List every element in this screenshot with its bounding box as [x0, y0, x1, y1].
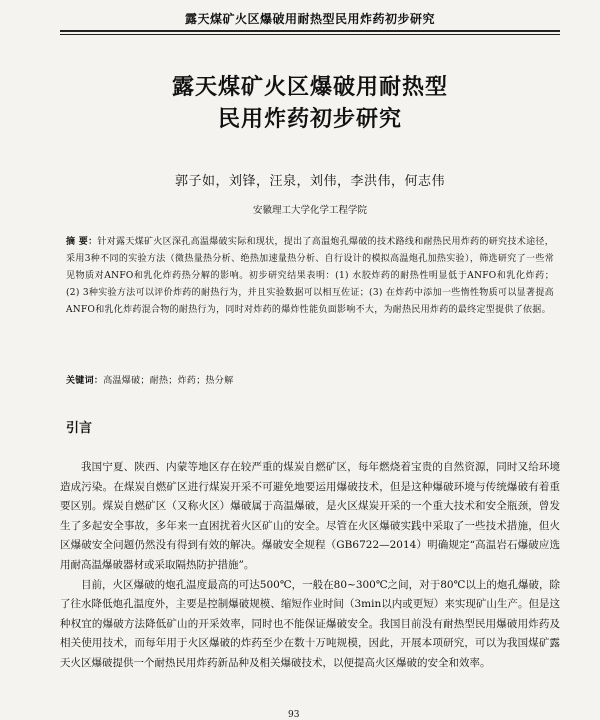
abstract-text: 针对露天煤矿火区深孔高温爆破实际和现状，提出了高温炮孔爆破的技术路线和耐热民用炸药的研究技术途径，采用3种不同的实验方法（微热量热分析、绝热加速量热分析、自行设计的模拟高温炮孔加热实验），筛选研究了一些常见物质对ANFO和乳化炸药热分解的影响。初步研究结果表明：(1) 水胶炸药的耐热性明显低于ANFO和乳化炸药；(2) 3种实验方法可以评价炸药的耐热行为，并且实验数据可以相互佐证；(3) 在炸药中添加一些惰性物质可以显著提高ANFO和乳化炸药混合物的耐热行为，同时对炸药的爆炸性能负面影响不大，为耐热民用炸药的最终定型提供了依据。 — [66, 237, 555, 315]
running-head: 露天煤矿火区爆破用耐热型民用炸药初步研究 — [184, 12, 435, 26]
abstract-label: 摘 要： — [66, 237, 98, 247]
abstract — [66, 234, 554, 319]
paper-title-line-1: 露天煤矿火区爆破用耐热型 — [171, 75, 448, 100]
header-rule-thick — [60, 30, 560, 32]
affiliation: 安徽理工大学化学工程学院 — [252, 205, 367, 216]
body-text — [60, 458, 560, 674]
header-rule-thin — [60, 34, 560, 35]
body-paragraph-1: 我国宁夏、陕西、内蒙等地区存在较严重的煤炭自燃矿区，每年燃烧着宝贵的自然资源，同时又给环境造成污染。在煤炭自燃矿区进行煤炭开采不可避免地要运用爆破技术，但是这种爆破环境与传统爆破有着重要区别。煤炭自燃矿区（又称火区）爆破属于高温爆破，是火区煤炭开采的一个重大技术和安全瓶颈，曾发生了多起安全事故，多年来一直困扰着火区矿山的安全。尽管在火区爆破实践中采取了一些技术措施，但火区爆破安全问题仍然没有得到有效的解决。爆破安全规程（GB6722—2014）明确规定“高温岩石爆破应选用耐高温爆破器材或采取隔热防护措施”。 — [60, 461, 560, 571]
keywords — [66, 373, 554, 386]
author-list: 郭子如，刘锋，汪泉，刘伟，李洪伟，何志伟 — [174, 174, 445, 189]
page-number: 93 — [288, 710, 300, 720]
paper-title-line-2: 民用炸药初步研究 — [217, 107, 402, 132]
keywords-label: 关键词： — [66, 376, 104, 386]
section-heading-introduction: 引言 — [66, 421, 93, 436]
keywords-text: 高温爆破；耐热；炸药；热分解 — [103, 376, 234, 386]
body-paragraph-2: 目前，火区爆破的炮孔温度最高的可达500℃，一般在80~300℃之间，对于80℃以上的炮孔爆破，除了往水降低炮孔温度外，主要是控制爆破规模、缩短作业时间（3min以内或更短）来实现矿山生产。但是这种权宜的爆破方法降低矿山的开采效率，同时也不能保证爆破安全。我国目前没有耐热型民用爆破用炸药及相关使用技术，而每年用于火区爆破的炸药至少在数十万吨规模，因此，开展本项研究，可以为我国煤矿露天火区爆破提供一个耐热民用炸药新品种及相关爆破技术，以便提高火区爆破的安全和效率。 — [60, 578, 560, 669]
paper-title — [60, 72, 560, 136]
